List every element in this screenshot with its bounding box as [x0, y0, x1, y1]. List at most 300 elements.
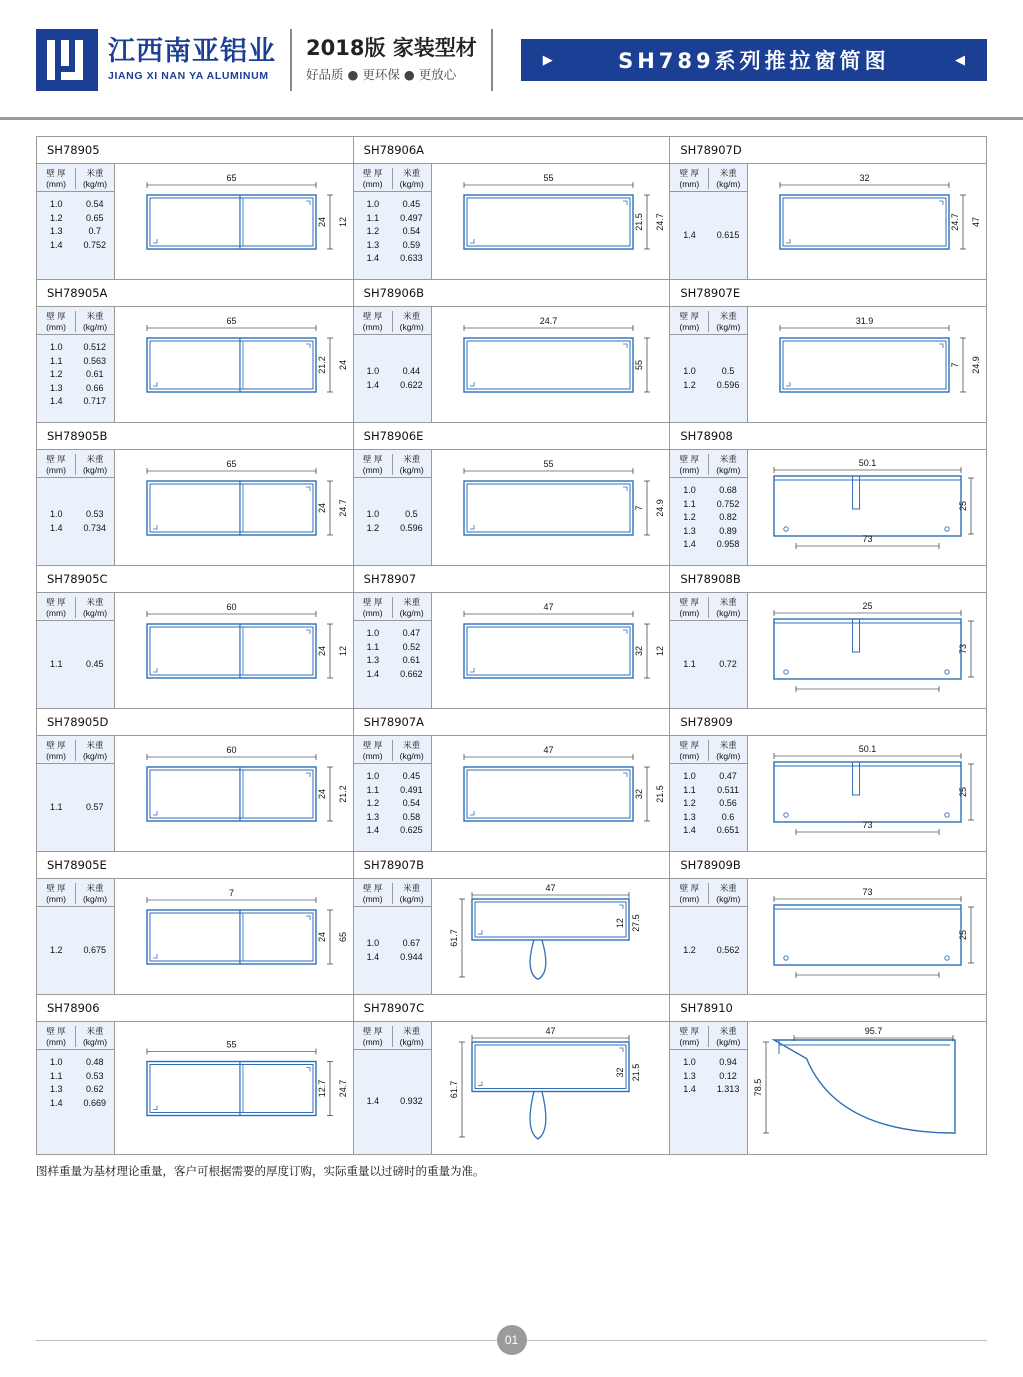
table-row [37, 995, 987, 1155]
thickness-value: 1.3 [366, 811, 380, 822]
profile-code: SH78908 [670, 423, 986, 450]
weight-value: 0.66 [85, 382, 104, 393]
svg-text:7: 7 [228, 888, 235, 898]
spec-row [670, 824, 747, 838]
spec-col-weight: 米重 (kg/m) [399, 597, 424, 618]
svg-text:21.2: 21.2 [338, 785, 348, 803]
svg-text:61.7: 61.7 [448, 929, 459, 947]
thickness-value: 1.3 [49, 1084, 63, 1095]
profile-code: SH78906B [354, 280, 670, 307]
profile-code: SH78906 [37, 995, 353, 1022]
weight-value: 0.53 [85, 509, 104, 520]
thickness-value: 1.4 [366, 668, 380, 679]
weight-value: 0.662 [400, 668, 423, 679]
profile-drawing [432, 879, 670, 994]
header-divider-2 [491, 29, 493, 91]
thickness-value: 1.0 [366, 771, 380, 782]
weight-value: 0.511 [717, 784, 739, 795]
thickness-value: 1.1 [49, 658, 63, 669]
thickness-value: 1.1 [49, 355, 63, 366]
thickness-value: 1.4 [49, 522, 63, 533]
spec-row [354, 627, 431, 641]
spec-row [670, 498, 747, 512]
svg-text:47: 47 [545, 883, 556, 893]
spec-table [670, 1022, 748, 1154]
spec-row [354, 239, 431, 253]
spec-row [354, 379, 431, 393]
weight-value: 0.61 [85, 369, 104, 380]
spec-row [354, 365, 431, 379]
svg-text:32: 32 [633, 645, 644, 657]
weight-value: 0.622 [400, 379, 423, 390]
profile-drawing [748, 164, 986, 279]
spec-row [670, 1083, 747, 1097]
spec-col-weight: 米重 (kg/m) [82, 597, 108, 618]
svg-text:78.5: 78.5 [753, 1078, 764, 1097]
spec-col-thickness: 壁 厚 (mm) [362, 168, 383, 189]
svg-text:27.5: 27.5 [630, 914, 641, 932]
svg-text:12: 12 [654, 645, 665, 657]
thickness-value: 1.2 [366, 226, 380, 237]
spec-row [354, 522, 431, 536]
spec-col-weight: 米重 (kg/m) [399, 168, 424, 189]
spec-row [37, 382, 114, 396]
weight-value: 0.752 [83, 239, 107, 250]
spec-col-weight: 米重 (kg/m) [399, 311, 424, 332]
weight-value: 0.717 [83, 396, 107, 407]
svg-text:25: 25 [958, 500, 969, 512]
weight-value: 0.59 [402, 239, 421, 250]
spec-row [670, 784, 747, 798]
thickness-value: 1.2 [366, 522, 380, 533]
profile-cell-sh78907d [670, 137, 987, 280]
weight-value: 0.54 [85, 199, 104, 210]
profile-cell-sh78905d [37, 709, 354, 852]
spec-col-thickness: 壁 厚 (mm) [679, 168, 700, 189]
svg-text:7: 7 [950, 362, 961, 368]
profile-code: SH78905D [37, 709, 353, 736]
page-header [0, 0, 1023, 120]
spec-row [670, 525, 747, 539]
profile-cell-sh78907a [354, 709, 671, 852]
spec-col-thickness: 壁 厚 (mm) [46, 454, 66, 475]
thickness-value: 1.4 [49, 396, 63, 407]
edition-title: 2018版 家装型材 [306, 36, 477, 61]
svg-text:24.7: 24.7 [338, 1079, 348, 1098]
thickness-value: 1.4 [366, 1096, 380, 1107]
thickness-value: 1.0 [683, 1057, 696, 1068]
svg-text:12.7: 12.7 [317, 1079, 327, 1098]
thickness-value: 1.2 [366, 798, 380, 809]
weight-value: 0.596 [716, 379, 740, 390]
weight-value: 0.512 [83, 342, 107, 353]
profile-drawing [432, 736, 670, 851]
thickness-value: 1.2 [683, 379, 696, 390]
spec-row [37, 368, 114, 382]
thickness-value: 1.3 [683, 525, 696, 536]
spec-row [354, 668, 431, 682]
profile-cell-sh78907e [670, 280, 987, 423]
spec-col-thickness: 壁 厚 (mm) [46, 1026, 66, 1047]
profile-cell-sh78907b [354, 852, 671, 995]
spec-row [37, 522, 114, 536]
thickness-value: 1.2 [683, 944, 696, 955]
spec-col-weight: 米重 (kg/m) [716, 454, 741, 475]
spec-col-thickness: 壁 厚 (mm) [679, 740, 700, 761]
thickness-value: 1.3 [366, 239, 380, 250]
thickness-value: 1.0 [366, 199, 380, 210]
profile-drawing [432, 450, 670, 565]
spec-row [670, 365, 747, 379]
thickness-value: 1.2 [49, 369, 63, 380]
weight-value: 0.61 [402, 655, 421, 666]
spec-row [670, 658, 747, 672]
spec-col-thickness: 壁 厚 (mm) [362, 1026, 383, 1047]
weight-value: 0.958 [716, 539, 740, 550]
table-row [37, 566, 987, 709]
thickness-value: 1.0 [683, 366, 696, 377]
profile-drawing [115, 879, 353, 994]
thickness-value: 1.0 [366, 366, 380, 377]
spec-row [670, 511, 747, 525]
brand-name-cn: 江西南亚铝业 [108, 36, 276, 68]
weight-value: 0.563 [83, 355, 107, 366]
thickness-value: 1.0 [49, 509, 63, 520]
triangle-right-icon: ▶ [542, 52, 553, 67]
profile-cell-sh78910 [670, 995, 987, 1155]
weight-value: 0.53 [85, 1070, 104, 1081]
svg-text:21.5: 21.5 [654, 785, 665, 803]
svg-text:47: 47 [543, 745, 554, 755]
spec-col-thickness: 壁 厚 (mm) [362, 454, 383, 475]
spec-row [37, 508, 114, 522]
spec-table [37, 593, 115, 708]
spec-col-weight: 米重 (kg/m) [399, 740, 424, 761]
weight-value: 0.7 [88, 226, 101, 237]
spec-col-thickness: 壁 厚 (mm) [46, 168, 66, 189]
profile-drawing [115, 593, 353, 708]
spec-row [37, 801, 114, 815]
spec-col-thickness: 壁 厚 (mm) [679, 1026, 700, 1047]
profile-drawing [748, 736, 986, 851]
profile-code: SH78909B [670, 852, 986, 879]
thickness-value: 1.0 [49, 199, 63, 210]
spec-row [354, 225, 431, 239]
spec-col-thickness: 壁 厚 (mm) [362, 311, 383, 332]
weight-value: 0.5 [721, 366, 735, 377]
header-divider [290, 29, 292, 91]
spec-row [37, 341, 114, 355]
thickness-value: 1.2 [683, 512, 696, 523]
profile-cell-sh78909b [670, 852, 987, 995]
profile-code: SH78906A [354, 137, 670, 164]
svg-text:21.5: 21.5 [630, 1063, 641, 1082]
svg-text:12: 12 [338, 645, 348, 657]
table-row [37, 423, 987, 566]
table-row [37, 852, 987, 995]
spec-col-weight: 米重 (kg/m) [82, 168, 108, 189]
spec-row [670, 770, 747, 784]
spec-row [354, 654, 431, 668]
triangle-left-icon: ◀ [955, 52, 965, 67]
svg-text:50.1: 50.1 [859, 744, 877, 754]
spec-col-weight: 米重 (kg/m) [399, 883, 424, 904]
thickness-value: 1.4 [49, 239, 63, 250]
profile-cell-sh78905b [37, 423, 354, 566]
profile-code: SH78906E [354, 423, 670, 450]
spec-col-thickness: 壁 厚 (mm) [679, 883, 700, 904]
profile-cell-sh78905 [37, 137, 354, 280]
weight-value: 0.82 [719, 512, 737, 523]
svg-text:73: 73 [862, 887, 873, 897]
spec-col-thickness: 壁 厚 (mm) [679, 597, 700, 618]
svg-text:7: 7 [633, 505, 644, 511]
thickness-value: 1.4 [366, 379, 380, 390]
profile-drawing [748, 307, 986, 422]
spec-col-thickness: 壁 厚 (mm) [46, 883, 66, 904]
weight-value: 0.67 [402, 938, 421, 949]
svg-text:24: 24 [317, 788, 327, 800]
spec-row [354, 824, 431, 838]
weight-value: 0.65 [85, 212, 104, 223]
profile-code: SH78908B [670, 566, 986, 593]
spec-row [670, 379, 747, 393]
weight-value: 0.47 [719, 771, 737, 782]
svg-text:25: 25 [958, 786, 969, 798]
footnote: 图样重量为基材理论重量，客户可根据需要的厚度订购，实际重量以过磅时的重量为准。 [36, 1164, 485, 1178]
spec-row [37, 225, 114, 239]
thickness-value: 1.1 [49, 1070, 63, 1081]
thickness-value: 1.0 [366, 938, 380, 949]
svg-text:47: 47 [545, 1026, 556, 1036]
svg-text:21.2: 21.2 [317, 356, 327, 374]
svg-text:55: 55 [543, 173, 554, 183]
thickness-value: 1.4 [366, 825, 380, 836]
spec-col-thickness: 壁 厚 (mm) [679, 454, 700, 475]
profile-code: SH78907D [670, 137, 986, 164]
weight-value: 0.752 [716, 498, 740, 509]
profile-table [36, 136, 987, 1155]
weight-value: 0.68 [719, 485, 737, 496]
thickness-value: 1.4 [683, 539, 696, 550]
spec-table [354, 1022, 432, 1154]
thickness-value: 1.4 [366, 253, 380, 264]
thickness-value: 1.0 [366, 628, 380, 639]
profile-drawing [115, 736, 353, 851]
profile-cell-sh78906a [354, 137, 671, 280]
profile-cell-sh78905c [37, 566, 354, 709]
profile-code: SH78905C [37, 566, 353, 593]
svg-text:47: 47 [971, 216, 982, 228]
svg-text:24.7: 24.7 [338, 499, 348, 517]
spec-col-weight: 米重 (kg/m) [716, 740, 741, 761]
spec-table [354, 736, 432, 851]
spec-row [670, 797, 747, 811]
profile-code: SH78907E [670, 280, 986, 307]
spec-col-weight: 米重 (kg/m) [716, 597, 741, 618]
profile-code: SH78909 [670, 709, 986, 736]
spec-table [670, 164, 748, 279]
svg-text:24: 24 [317, 502, 327, 514]
spec-col-weight: 米重 (kg/m) [82, 1026, 108, 1047]
profile-drawing [115, 450, 353, 565]
svg-text:24: 24 [317, 931, 327, 943]
svg-text:73: 73 [958, 643, 969, 655]
spec-row [354, 937, 431, 951]
svg-text:21.5: 21.5 [633, 213, 644, 231]
weight-value: 0.633 [400, 253, 423, 264]
weight-value: 0.62 [85, 1084, 104, 1095]
weight-value: 0.47 [402, 628, 421, 639]
spec-row [670, 811, 747, 825]
svg-text:32: 32 [614, 1067, 625, 1078]
thickness-value: 1.3 [49, 226, 63, 237]
spec-row [670, 538, 747, 552]
svg-text:73: 73 [862, 534, 873, 544]
svg-text:24.9: 24.9 [971, 356, 982, 374]
spec-table [37, 879, 115, 994]
thickness-value: 1.2 [49, 944, 63, 955]
spec-table [670, 307, 748, 422]
svg-text:24: 24 [317, 216, 327, 228]
weight-value: 1.313 [716, 1084, 740, 1095]
weight-value: 0.6 [721, 811, 735, 822]
spec-row [354, 797, 431, 811]
spec-col-weight: 米重 (kg/m) [82, 883, 108, 904]
thickness-value: 1.4 [366, 951, 380, 962]
thickness-value: 1.1 [366, 212, 380, 223]
spec-table [354, 593, 432, 708]
svg-text:65: 65 [226, 173, 237, 183]
weight-value: 0.58 [402, 811, 421, 822]
spec-row [354, 641, 431, 655]
weight-value: 0.94 [719, 1057, 737, 1068]
profile-drawing [748, 879, 986, 994]
thickness-value: 1.1 [366, 641, 380, 652]
profile-drawing [748, 593, 986, 708]
thickness-value: 1.3 [683, 811, 696, 822]
thickness-value: 1.0 [366, 509, 380, 520]
profile-cell-sh78907 [354, 566, 671, 709]
spec-row [670, 944, 747, 958]
svg-text:47: 47 [543, 602, 554, 612]
profile-cell-sh78906e [354, 423, 671, 566]
spec-row [354, 784, 431, 798]
page-number-badge: 01 [497, 1325, 527, 1355]
svg-text:31.9: 31.9 [856, 316, 874, 326]
thickness-value: 1.0 [49, 342, 63, 353]
spec-row [354, 252, 431, 266]
weight-value: 0.89 [719, 525, 737, 536]
weight-value: 0.669 [83, 1097, 107, 1108]
profile-code: SH78905 [37, 137, 353, 164]
profile-drawing [115, 164, 353, 279]
svg-text:12: 12 [338, 216, 348, 228]
profile-drawing [432, 307, 670, 422]
svg-text:60: 60 [226, 602, 237, 612]
weight-value: 0.491 [400, 784, 423, 795]
spec-row [37, 198, 114, 212]
thickness-value: 1.3 [366, 655, 380, 666]
weight-value: 0.52 [402, 641, 421, 652]
profile-cell-sh78905e [37, 852, 354, 995]
weight-value: 0.12 [719, 1070, 737, 1081]
weight-value: 0.932 [400, 1096, 423, 1107]
weight-value: 0.562 [716, 944, 740, 955]
weight-value: 0.675 [83, 944, 107, 955]
page-title: SH789系列推拉窗简图 [618, 49, 890, 73]
svg-text:24.7: 24.7 [950, 213, 961, 231]
profile-code: SH78905A [37, 280, 353, 307]
spec-col-thickness: 壁 厚 (mm) [362, 883, 383, 904]
profile-code: SH78907 [354, 566, 670, 593]
spec-table [354, 879, 432, 994]
svg-text:61.7: 61.7 [448, 1080, 459, 1099]
weight-value: 0.734 [83, 522, 107, 533]
spec-col-weight: 米重 (kg/m) [399, 1026, 424, 1047]
thickness-value: 1.0 [683, 485, 696, 496]
spec-col-weight: 米重 (kg/m) [82, 740, 108, 761]
thickness-value: 1.2 [683, 798, 696, 809]
spec-col-thickness: 壁 厚 (mm) [46, 311, 66, 332]
spec-table [670, 736, 748, 851]
profile-drawing [115, 1022, 353, 1154]
thickness-value: 1.4 [683, 1084, 696, 1095]
header-rule [0, 117, 1023, 120]
svg-text:73: 73 [862, 820, 873, 830]
thickness-value: 1.0 [683, 771, 696, 782]
table-row [37, 280, 987, 423]
weight-value: 0.57 [85, 801, 104, 812]
spec-row [37, 212, 114, 226]
thickness-value: 1.4 [683, 825, 696, 836]
thickness-value: 1.3 [683, 1070, 696, 1081]
weight-value: 0.72 [719, 658, 737, 669]
profile-code: SH78905E [37, 852, 353, 879]
svg-text:12: 12 [614, 918, 625, 929]
spec-row [37, 1056, 114, 1070]
svg-text:25: 25 [958, 929, 969, 941]
spec-col-thickness: 壁 厚 (mm) [46, 740, 66, 761]
weight-value: 0.48 [85, 1057, 104, 1068]
table-row [37, 137, 987, 280]
svg-text:65: 65 [226, 459, 237, 469]
weight-value: 0.54 [402, 798, 421, 809]
spec-table [354, 450, 432, 565]
profile-drawing [115, 307, 353, 422]
profile-cell-sh78909 [670, 709, 987, 852]
svg-text:32: 32 [633, 788, 644, 800]
profile-drawing [432, 593, 670, 708]
svg-text:55: 55 [226, 1039, 237, 1050]
spec-row [37, 355, 114, 369]
spec-row [354, 212, 431, 226]
profile-code: SH78907C [354, 995, 670, 1022]
weight-value: 0.5 [405, 509, 418, 520]
spec-row [354, 811, 431, 825]
thickness-value: 1.1 [683, 658, 696, 669]
svg-text:32: 32 [859, 173, 870, 183]
thickness-value: 1.2 [49, 212, 63, 223]
thickness-value: 1.1 [49, 801, 63, 812]
spec-table [37, 307, 115, 422]
profile-cell-sh78908 [670, 423, 987, 566]
weight-value: 0.54 [402, 226, 421, 237]
weight-value: 0.615 [716, 229, 740, 240]
spec-table [37, 164, 115, 279]
spec-col-weight: 米重 (kg/m) [82, 311, 108, 332]
thickness-value: 1.1 [683, 498, 696, 509]
